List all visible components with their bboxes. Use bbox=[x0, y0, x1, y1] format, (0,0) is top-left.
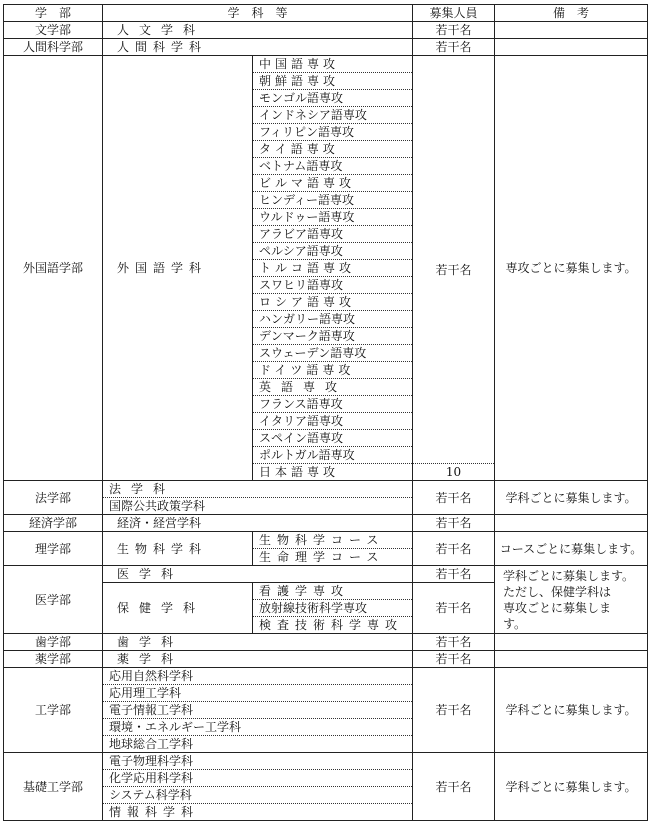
faculty-law: 法学部 bbox=[4, 481, 103, 515]
header-remarks: 備 考 bbox=[495, 5, 648, 22]
science-courses bbox=[253, 532, 413, 566]
remarks-engineering-science: 学科ごとに募集します。 bbox=[495, 753, 648, 821]
remarks-law: 学科ごとに募集します。 bbox=[495, 481, 648, 515]
course-biological-science: 生物科学コース bbox=[253, 532, 412, 549]
department-economics: 経済・経営学科 bbox=[103, 515, 413, 532]
department-applied-science: 応用理工学科 bbox=[103, 685, 412, 702]
header-faculty: 学 部 bbox=[4, 5, 103, 22]
capacity-health-sciences: 若干名 bbox=[413, 583, 495, 634]
faculty-dentistry: 歯学部 bbox=[4, 634, 103, 651]
department-chemical-science: 化学応用科学科 bbox=[103, 770, 412, 787]
capacity-foreign-studies-cell bbox=[413, 56, 495, 481]
remarks-dentistry bbox=[495, 634, 648, 651]
foreign-major-item: トルコ語専攻 bbox=[253, 260, 412, 277]
row-economics bbox=[4, 515, 648, 532]
foreign-major-item: タイ語専攻 bbox=[253, 141, 412, 158]
header-capacity: 募集人員 bbox=[413, 5, 495, 22]
admissions-table bbox=[3, 4, 648, 821]
department-global-architecture: 地球総合工学科 bbox=[109, 737, 194, 751]
header-row bbox=[4, 5, 648, 22]
row-engineering bbox=[4, 668, 648, 753]
remarks-foreign-studies: 専攻ごとに募集します。 bbox=[495, 56, 648, 481]
faculty-letters: 文学部 bbox=[4, 22, 103, 39]
faculty-science: 理学部 bbox=[4, 532, 103, 566]
foreign-major-item: ヒンディー語専攻 bbox=[253, 192, 412, 209]
row-pharmacy bbox=[4, 651, 648, 668]
remarks-medicine bbox=[495, 566, 648, 634]
capacity-law: 若干名 bbox=[413, 481, 495, 515]
capacity-pharmacy: 若干名 bbox=[413, 651, 495, 668]
header-department: 学 科 等 bbox=[103, 5, 413, 22]
department-pharmacy: 薬学科 bbox=[103, 651, 413, 668]
capacity-dentistry: 若干名 bbox=[413, 634, 495, 651]
foreign-major-item: 英語専攻 bbox=[253, 379, 412, 396]
remarks-engineering: 学科ごとに募集します。 bbox=[495, 668, 648, 753]
remarks-medicine-line-2: ただし、保健学科は bbox=[503, 584, 612, 599]
capacity-foreign-studies: 若干名 bbox=[413, 77, 494, 464]
department-law: 法学科 bbox=[103, 481, 412, 498]
health-majors bbox=[253, 583, 413, 634]
law-departments bbox=[103, 481, 413, 515]
capacity-engineering-science: 若干名 bbox=[413, 753, 495, 821]
row-engineering-science bbox=[4, 753, 648, 821]
foreign-major-item: 朝鮮語専攻 bbox=[253, 73, 412, 90]
row-human-sciences bbox=[4, 39, 648, 56]
row-law bbox=[4, 481, 648, 515]
department-environment-energy: 環境・エネルギー工学科 bbox=[103, 719, 412, 736]
remarks-medicine-line-4: す。 bbox=[503, 616, 527, 631]
foreign-major-item: アラビア語専攻 bbox=[253, 226, 412, 243]
department-electronic-information: 電子情報工学科 bbox=[103, 702, 412, 719]
foreign-major-item: ドイツ語専攻 bbox=[253, 362, 412, 379]
faculty-engineering: 工学部 bbox=[4, 668, 103, 753]
capacity-engineering: 若干名 bbox=[413, 668, 495, 753]
foreign-major-item: ビルマ語専攻 bbox=[253, 175, 412, 192]
remarks-human-sciences bbox=[495, 39, 648, 56]
faculty-foreign-studies: 外国語学部 bbox=[4, 56, 103, 481]
department-international-public-policy: 国際公共政策学科 bbox=[109, 499, 206, 513]
remarks-pharmacy bbox=[495, 651, 648, 668]
capacity-japanese-major: 10 bbox=[445, 465, 462, 479]
major-nursing: 看護学専攻 bbox=[253, 583, 412, 600]
remarks-medicine-line-3: 専攻ごとに募集しま bbox=[503, 600, 612, 615]
row-foreign-studies bbox=[4, 56, 648, 481]
foreign-major-item: 日本語専攻 bbox=[259, 465, 340, 479]
department-biological-sciences: 生物科学科 bbox=[103, 532, 253, 566]
remarks-science: コースごとに募集します。 bbox=[495, 532, 648, 566]
admissions-table-wrapper bbox=[3, 4, 648, 821]
foreign-major-item: デンマーク語専攻 bbox=[253, 328, 412, 345]
foreign-major-item: インドネシア語専攻 bbox=[253, 107, 412, 124]
foreign-major-item: ベトナム語専攻 bbox=[253, 158, 412, 175]
department-human-sciences: 人間科学科 bbox=[103, 39, 413, 56]
faculty-human-sciences: 人間科学部 bbox=[4, 39, 103, 56]
faculty-pharmacy: 薬学部 bbox=[4, 651, 103, 668]
faculty-medicine: 医学部 bbox=[4, 566, 103, 634]
department-systems-science: システム科学科 bbox=[103, 787, 412, 804]
foreign-major-item: ペルシア語専攻 bbox=[253, 243, 412, 260]
faculty-economics: 経済学部 bbox=[4, 515, 103, 532]
capacity-letters: 若干名 bbox=[413, 22, 495, 39]
engineering-departments bbox=[103, 668, 413, 753]
department-electronics-materials: 電子物理科学科 bbox=[103, 753, 412, 770]
department-information-science: 情報科学科 bbox=[109, 805, 200, 819]
department-health-sciences: 保健学科 bbox=[103, 583, 253, 634]
foreign-major-item: フィリピン語専攻 bbox=[253, 124, 412, 141]
major-radiological-technology: 放射線技術科学専攻 bbox=[253, 600, 412, 617]
foreign-major-item: 中国語専攻 bbox=[253, 56, 412, 73]
foreign-majors-list bbox=[253, 56, 413, 481]
capacity-science: 若干名 bbox=[413, 532, 495, 566]
capacity-human-sciences: 若干名 bbox=[413, 39, 495, 56]
department-foreign-studies: 外国語学科 bbox=[103, 56, 253, 481]
department-dentistry: 歯学科 bbox=[103, 634, 413, 651]
department-humanities: 人文学科 bbox=[103, 22, 413, 39]
faculty-engineering-science: 基礎工学部 bbox=[4, 753, 103, 821]
remarks-medicine-line-1: 学科ごとに募集します。 bbox=[503, 568, 635, 583]
row-science bbox=[4, 532, 648, 566]
foreign-major-item: ポルトガル語専攻 bbox=[253, 447, 412, 464]
row-dentistry bbox=[4, 634, 648, 651]
remarks-letters bbox=[495, 22, 648, 39]
foreign-major-item: ロシア語専攻 bbox=[253, 294, 412, 311]
engineering-science-departments bbox=[103, 753, 413, 821]
capacity-economics: 若干名 bbox=[413, 515, 495, 532]
foreign-major-item: ハンガリー語専攻 bbox=[253, 311, 412, 328]
course-life-science: 生命理学コース bbox=[259, 550, 385, 564]
row-medicine-1 bbox=[4, 566, 648, 583]
department-medicine: 医学科 bbox=[103, 566, 413, 583]
foreign-major-item: イタリア語専攻 bbox=[253, 413, 412, 430]
capacity-medicine: 若干名 bbox=[413, 566, 495, 583]
foreign-major-item: フランス語専攻 bbox=[253, 396, 412, 413]
major-laboratory-science: 検査技術科学専攻 bbox=[259, 618, 404, 632]
department-applied-natural-sciences: 応用自然科学科 bbox=[103, 668, 412, 685]
row-letters bbox=[4, 22, 648, 39]
foreign-major-item: ウルドゥー語専攻 bbox=[253, 209, 412, 226]
remarks-economics bbox=[495, 515, 648, 532]
foreign-major-item: スウェーデン語専攻 bbox=[253, 345, 412, 362]
foreign-major-item: モンゴル語専攻 bbox=[253, 90, 412, 107]
foreign-major-item: スワヒリ語専攻 bbox=[253, 277, 412, 294]
foreign-major-item: スペイン語専攻 bbox=[253, 430, 412, 447]
